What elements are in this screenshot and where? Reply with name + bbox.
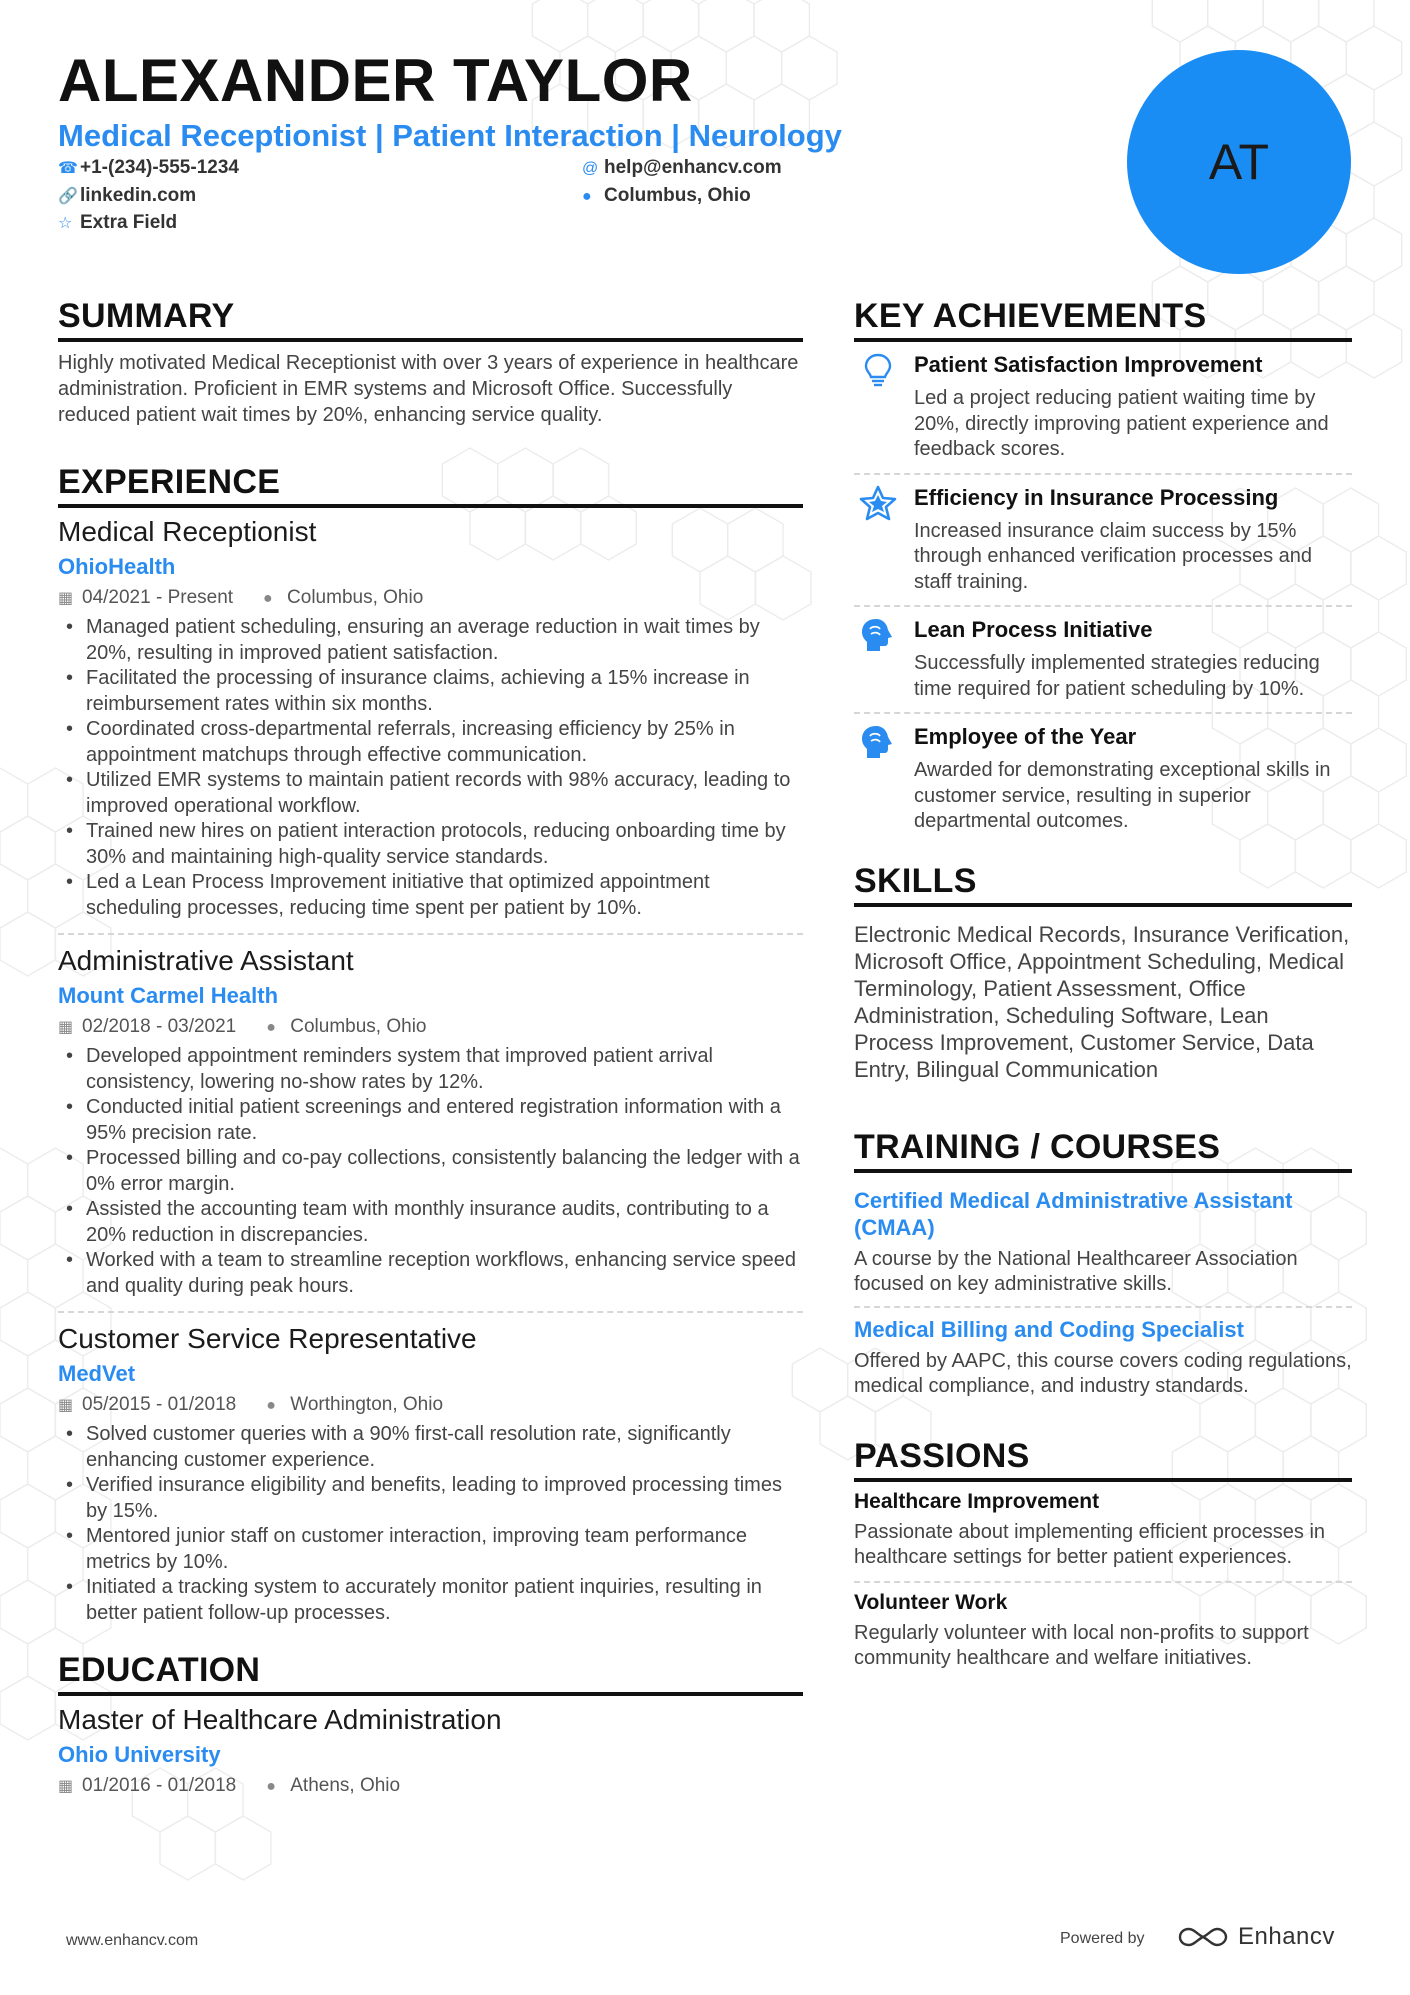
star-outline-icon: ☆: [58, 215, 73, 232]
job-bullets: [58, 615, 803, 921]
calendar-icon: ▦: [58, 590, 74, 607]
brain-head-icon: [858, 617, 898, 653]
footer-powered-by: Powered by: [1060, 1930, 1145, 1947]
job-bullets: [58, 1422, 803, 1626]
achievement-desc: Increased insurance claim success by 15% through enhanced verification processes and staff training.: [914, 519, 1313, 593]
training-section: [854, 1127, 1352, 1408]
right-column: [854, 296, 1352, 1682]
map-pin-icon: ●: [266, 1778, 276, 1795]
education-entry: [58, 1702, 803, 1805]
bullet-item: • Managed patient scheduling, ensuring an average reduction in wait times by 20%, resulting in improved patient satisfaction.: [58, 615, 803, 666]
bullet-item: • Trained new hires on patient interaction protocols, reducing onboarding time by 30% and maintaining high-quality service standards.: [58, 819, 803, 870]
course-title: Medical Billing and Coding Specialist: [854, 1316, 1244, 1342]
job-meta: [58, 1013, 803, 1042]
course-desc: Offered by AAPC, this course covers coding regulations, medical compliance, and industry standards.: [854, 1349, 1352, 1397]
skills-section: [854, 861, 1352, 1083]
course-title: Certified Medical Administrative Assistant (CMAA): [854, 1187, 1293, 1240]
summary-section: [58, 296, 803, 428]
course-desc: A course by the National Healthcareer Association focused on key administrative skills.: [854, 1247, 1298, 1295]
achievement-desc: Awarded for demonstrating exceptional skills in customer service, resulting in superior departmental outcomes.: [914, 759, 1331, 832]
bullet-item: • Conducted initial patient screenings and entered registration information with a 95% precision rate.: [58, 1095, 803, 1146]
job-location: Columbus, Ohio: [287, 587, 424, 608]
brain-head-icon: [858, 724, 898, 760]
bullet-item: • Led a Lean Process Improvement initiative that optimized appointment scheduling processes, reducing time spent per patient by 10%.: [58, 870, 803, 921]
job-title: Customer Service Representative: [58, 1323, 477, 1354]
bullet-item: • Facilitated the processing of insurance claims, achieving a 15% increase in reimbursement rates within six months.: [58, 666, 803, 717]
school-name: Ohio University: [58, 1742, 221, 1767]
bullet-item: • Worked with a team to streamline reception workflows, enhancing service speed and quality during peak hours.: [58, 1248, 803, 1299]
achievement-title: Patient Satisfaction Improvement: [914, 352, 1263, 377]
bullet-item: • Solved customer queries with a 90% first-call resolution rate, significantly enhancing customer experience.: [58, 1422, 803, 1473]
passion-title: Volunteer Work: [854, 1590, 1008, 1614]
education-section: [58, 1650, 803, 1805]
phone-icon: ☎: [58, 160, 78, 177]
job-title: Administrative Assistant: [58, 945, 354, 976]
contact-email[interactable]: @ help@enhancv.com: [582, 155, 782, 182]
calendar-icon: ▦: [58, 1019, 74, 1036]
avatar: AT: [1127, 50, 1351, 274]
star-icon: [858, 485, 898, 521]
summary-text: Highly motivated Medical Receptionist with over 3 years of experience in healthcare administration. Proficient in EMR systems and Microsoft Office. Successfully reduced patient wait times by 20%, enhancing service quality.: [58, 352, 799, 426]
job-meta: [58, 1391, 803, 1420]
education-meta: [58, 1772, 803, 1801]
candidate-name: ALEXANDER TAYLOR: [58, 47, 693, 114]
skills-heading: SKILLS: [854, 861, 1352, 907]
achievement-desc: Led a project reducing patient waiting time by 20%, directly improving patient experience and feedback scores.: [914, 387, 1329, 460]
passion-item: [854, 1482, 1352, 1581]
experience-entry: [58, 514, 803, 925]
contact-linkedin[interactable]: 🔗 linkedin.com: [58, 183, 196, 210]
job-title: Medical Receptionist: [58, 516, 317, 547]
bullet-item: • Utilized EMR systems to maintain patient records with 98% accuracy, leading to improved operational workflow.: [58, 768, 803, 819]
job-meta: [58, 584, 803, 613]
job-dates: 04/2021 - Present: [82, 587, 234, 608]
bullet-item: • Assisted the accounting team with monthly insurance audits, contributing to a 20% reduction in discrepancies.: [58, 1197, 803, 1248]
education-location: Athens, Ohio: [290, 1775, 401, 1796]
contact-extra-field: ☆ Extra Field: [58, 210, 177, 237]
achievements-section: [854, 296, 1352, 845]
passions-heading: PASSIONS: [854, 1436, 1352, 1482]
contact-location: ● Columbus, Ohio: [582, 183, 751, 210]
degree-title: Master of Healthcare Administration: [58, 1704, 502, 1735]
bullet-item: • Initiated a tracking system to accurately monitor patient inquiries, resulting in better patient follow-up processes.: [58, 1575, 803, 1626]
bullet-item: • Verified insurance eligibility and benefits, leading to improved processing times by 15%.: [58, 1473, 803, 1524]
passion-desc: Passionate about implementing efficient processes in healthcare settings for better patient experiences.: [854, 1520, 1326, 1568]
course-item: [854, 1173, 1352, 1306]
calendar-icon: ▦: [58, 1397, 74, 1414]
achievement-item: [854, 712, 1352, 845]
achievements-heading: KEY ACHIEVEMENTS: [854, 296, 1352, 342]
achievement-item: [854, 605, 1352, 712]
link-icon: 🔗: [58, 188, 78, 205]
company-name: MedVet: [58, 1361, 136, 1386]
achievement-title: Lean Process Initiative: [914, 617, 1153, 642]
experience-heading: EXPERIENCE: [58, 462, 803, 508]
job-location: Columbus, Ohio: [290, 1016, 427, 1037]
education-heading: EDUCATION: [58, 1650, 803, 1696]
job-dates: 02/2018 - 03/2021: [82, 1016, 237, 1037]
bullet-item: • Coordinated cross-departmental referrals, increasing efficiency by 25% in appointment matchups through effective communication.: [58, 717, 803, 768]
summary-heading: SUMMARY: [58, 296, 803, 342]
training-heading: TRAINING / COURSES: [854, 1127, 1352, 1173]
enhancv-brand-text: Enhancv: [1238, 1923, 1335, 1950]
passions-section: [854, 1436, 1352, 1682]
education-dates: 01/2016 - 01/2018: [82, 1775, 237, 1796]
achievement-item: [854, 473, 1352, 606]
course-item: [854, 1306, 1352, 1408]
lightbulb-icon: [858, 352, 898, 388]
bullet-item: • Developed appointment reminders system that improved patient arrival consistency, lowering no-show rates by 12%.: [58, 1044, 803, 1095]
contact-phone[interactable]: ☎ +1-(234)-555-1234: [58, 155, 239, 182]
achievement-item: [854, 342, 1352, 473]
map-pin-icon: ●: [266, 1019, 276, 1036]
job-location: Worthington, Ohio: [290, 1394, 444, 1415]
enhancv-logo-icon: [1178, 1926, 1228, 1948]
left-column: [58, 296, 803, 1805]
job-dates: 05/2015 - 01/2018: [82, 1394, 237, 1415]
job-bullets: [58, 1044, 803, 1299]
experience-entry: [58, 933, 803, 1303]
enhancv-logo[interactable]: [1178, 1920, 1358, 1954]
candidate-headline: Medical Receptionist | Patient Interaction | Neurology: [58, 118, 842, 153]
company-name: Mount Carmel Health: [58, 983, 279, 1008]
map-pin-icon: ●: [263, 590, 273, 607]
footer-website-link[interactable]: www.enhancv.com: [66, 1932, 199, 1949]
map-pin-icon: ●: [266, 1397, 276, 1414]
at-icon: @: [582, 160, 599, 177]
company-name: OhioHealth: [58, 554, 176, 579]
achievement-title: Efficiency in Insurance Processing: [914, 484, 1279, 510]
experience-entry: [58, 1311, 803, 1630]
bullet-item: • Mentored junior staff on customer interaction, improving team performance metrics by 10%.: [58, 1524, 803, 1575]
map-pin-icon: ●: [582, 188, 592, 205]
passion-desc: Regularly volunteer with local non-profits to support community healthcare and welfare initiatives.: [854, 1621, 1309, 1669]
bullet-item: • Processed billing and co-pay collections, consistently balancing the ledger with a 0% error margin.: [58, 1146, 803, 1197]
passion-item: [854, 1581, 1352, 1682]
achievement-desc: Successfully implemented strategies reducing time required for patient scheduling by 10%.: [914, 652, 1320, 700]
calendar-icon: ▦: [58, 1778, 74, 1795]
achievement-title: Employee of the Year: [914, 724, 1137, 749]
experience-section: [58, 462, 803, 1630]
skills-text: Electronic Medical Records, Insurance Verification, Microsoft Office, Appointment Scheduling, Medical Terminology, Patient Assessment, Office Administration, Scheduling Software, Lean Process Improvement, Customer Service, Data Entry, Bilingual Communication: [854, 921, 1350, 1082]
passion-title: Healthcare Improvement: [854, 1489, 1100, 1513]
